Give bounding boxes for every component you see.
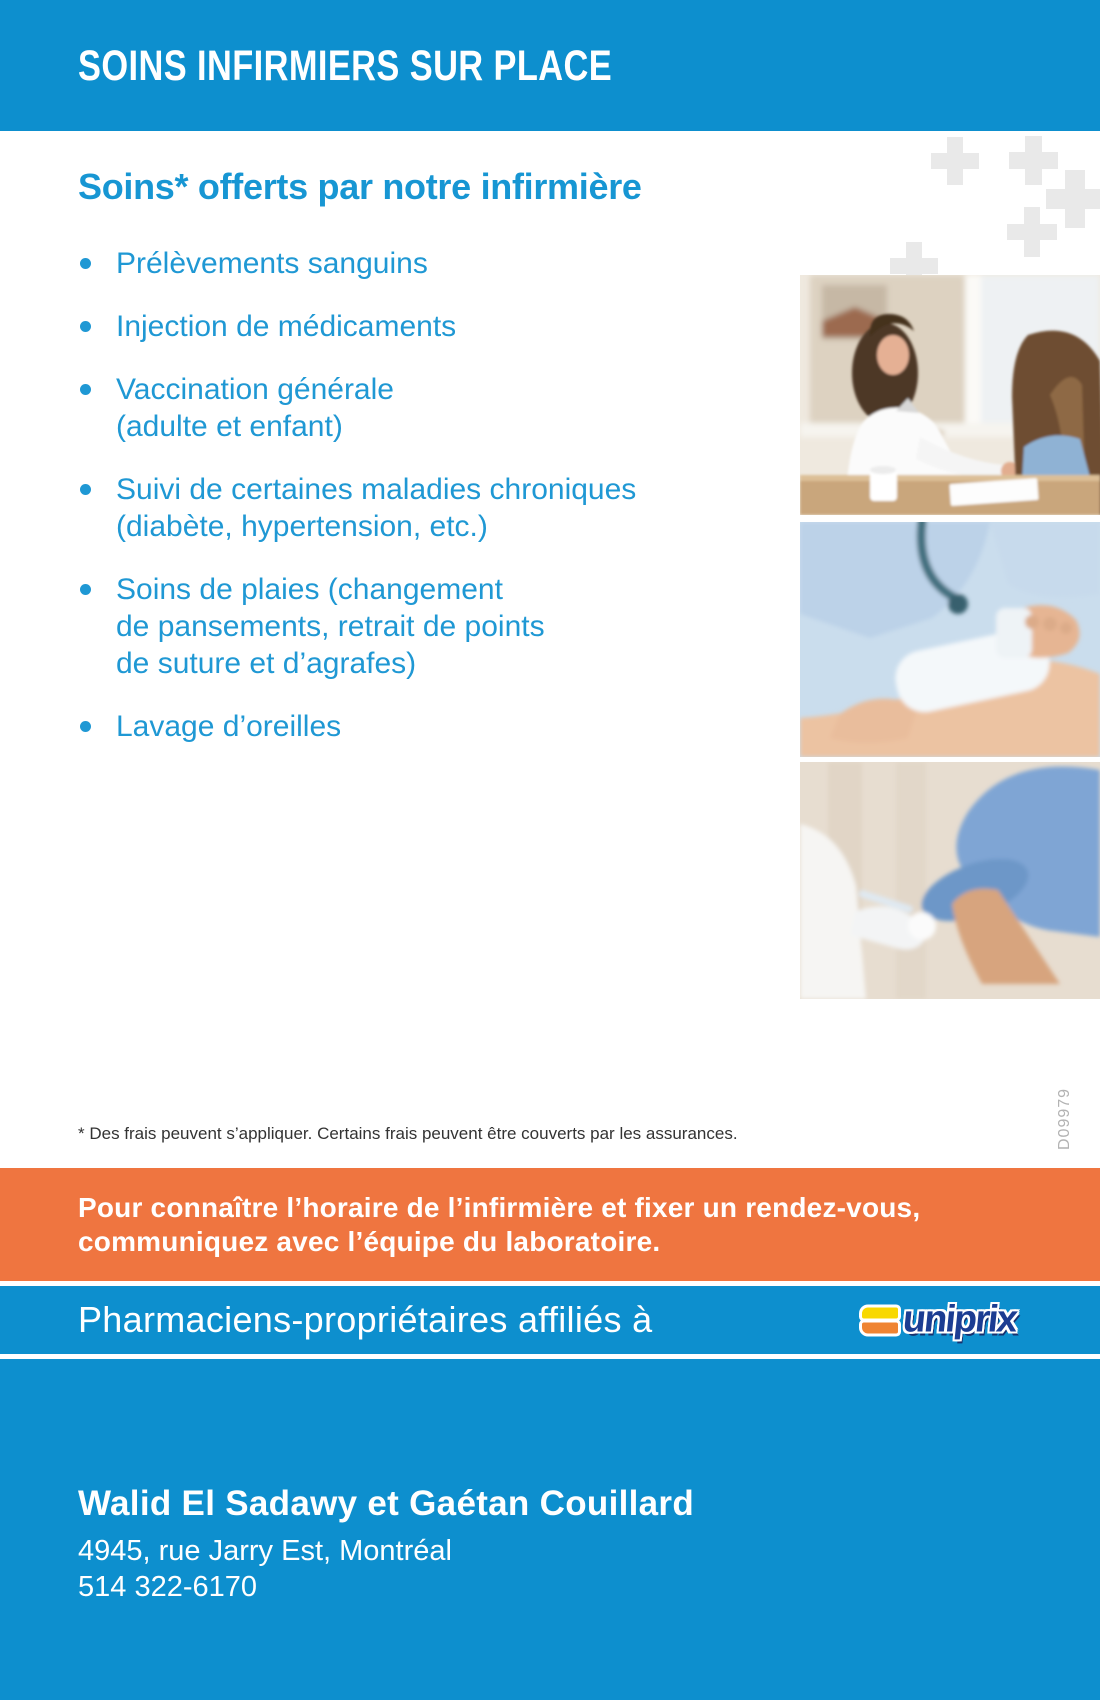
list-item: Soins de plaies (changement de pansements, retrait de points de suture et d’agrafes) (78, 571, 738, 682)
uniprix-wordmark: uniprix (900, 1298, 1018, 1341)
list-item: Lavage d’oreilles (78, 708, 738, 745)
pharmacy-address: 4945, rue Jarry Est, Montréal (78, 1535, 452, 1567)
cross-decoration-icon (1007, 207, 1057, 257)
services-list (78, 245, 738, 771)
list-item: Suivi de certaines maladies chroniques (diabète, hypertension, etc.) (78, 471, 738, 545)
appointment-banner (0, 1168, 1100, 1281)
affiliation-label: Pharmaciens-propriétaires affiliés à (78, 1299, 653, 1340)
pharmacy-phone: 514 322-6170 (78, 1571, 257, 1603)
list-item: Prélèvements sanguins (78, 245, 738, 282)
uniprix-logo-bars-icon (862, 1305, 900, 1335)
services-heading: Soins* offerts par notre infirmière (78, 166, 642, 207)
footnote: * Des frais peuvent s’appliquer. Certains frais peuvent être couverts par les assurances. (78, 1124, 738, 1143)
appointment-banner-line1: Pour connaître l’horaire de l’infirmière et fixer un rendez-vous, (78, 1191, 921, 1223)
pharmacy-owners: Walid El Sadawy et Gaétan Couillard (78, 1484, 695, 1523)
uniprix-logo (862, 1299, 1016, 1342)
wrist-bandaging-photo (800, 522, 1100, 757)
nurse-patient-consultation-photo (800, 275, 1100, 515)
list-item: Injection de médicaments (78, 308, 738, 345)
document-code: D09979 (1056, 1087, 1073, 1150)
list-item: Vaccination générale (adulte et enfant) (78, 371, 738, 445)
affiliation-strip (0, 1286, 1100, 1354)
appointment-banner-line2: communiquez avec l’équipe du laboratoire. (78, 1225, 661, 1257)
arm-vaccination-photo (800, 762, 1100, 999)
footer (0, 1359, 1100, 1700)
top-banner (0, 0, 1100, 131)
cross-decoration-icon (931, 137, 979, 185)
page-title: SOINS INFIRMIERS SUR PLACE (78, 42, 613, 90)
